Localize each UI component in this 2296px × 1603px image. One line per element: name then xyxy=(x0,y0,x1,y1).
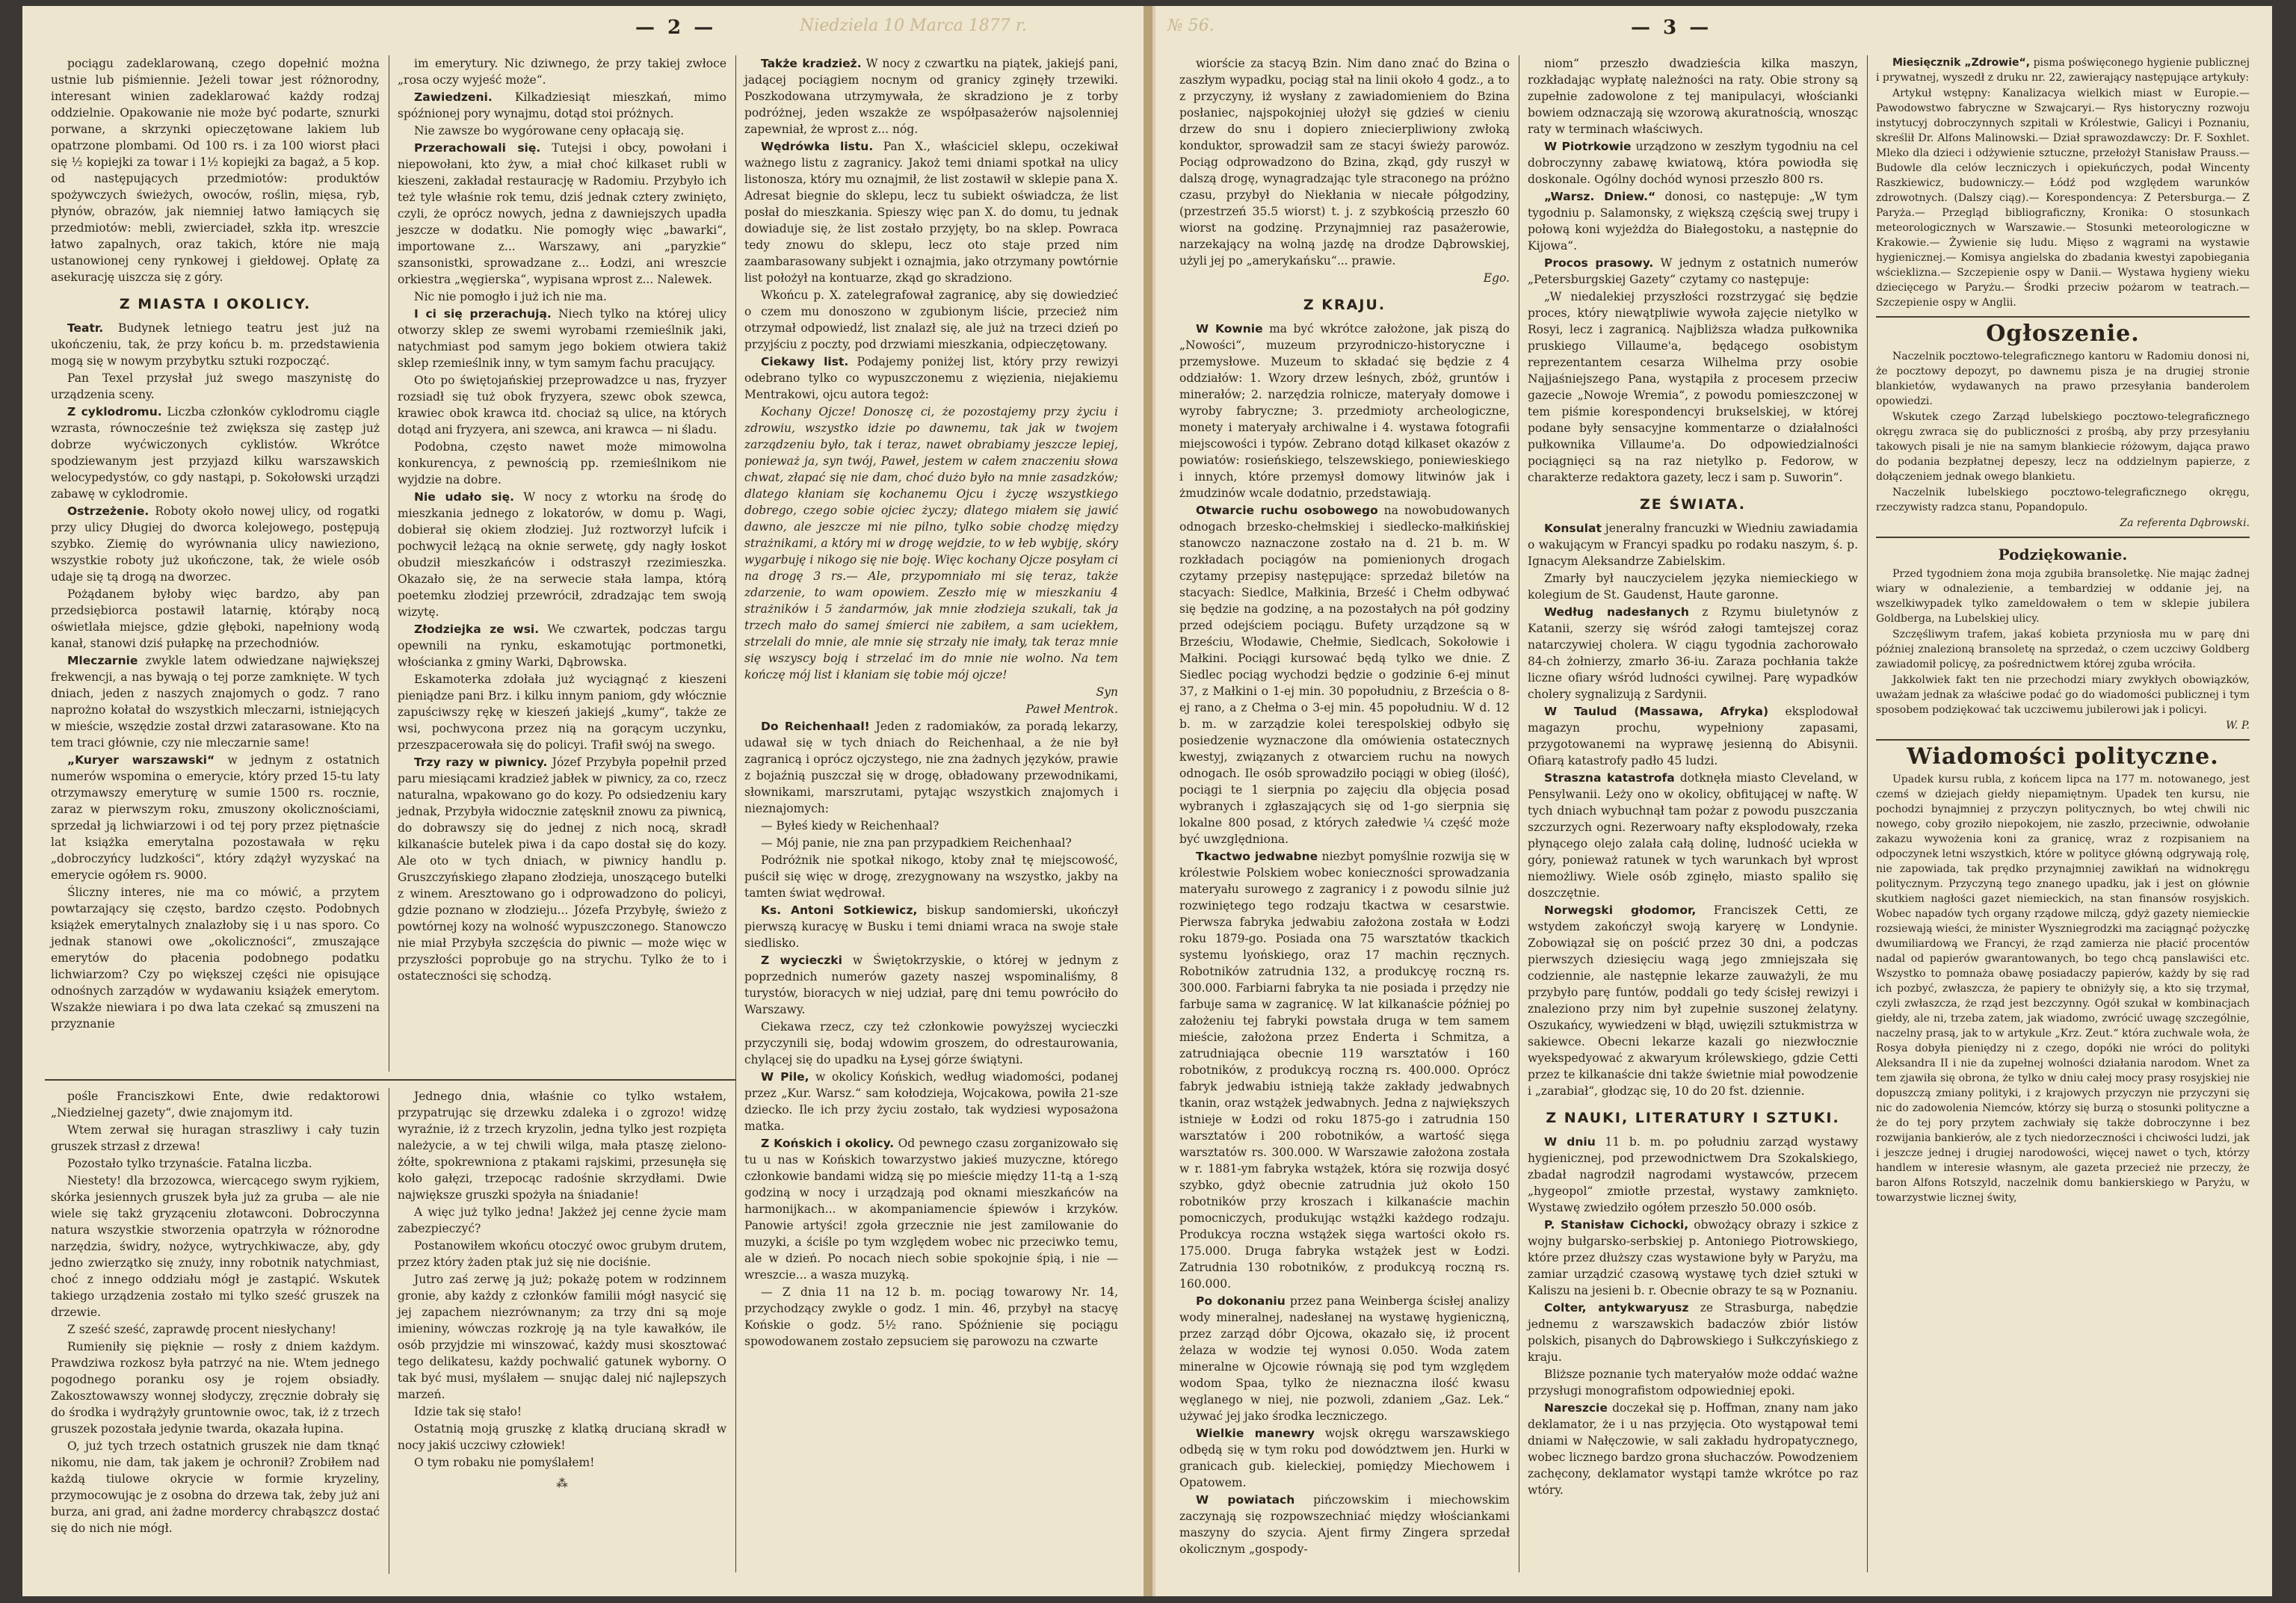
feuilleton-column-2 xyxy=(398,1088,726,1492)
box-rule xyxy=(1876,739,2250,741)
item-body: Budynek letniego teatru jest już na ukończeniu, tak, że przy końcu b. m. przedstawienia mogą się w nowym przybytku sztuki rozpocząć. xyxy=(51,321,380,368)
feuilleton-text: Pozostało tylko trzynaście. Fatalna liczba. xyxy=(67,1157,312,1170)
item-lead: „Warsz. Dniew.“ xyxy=(1544,190,1656,203)
feuilleton-column-1 xyxy=(51,1088,380,1537)
item-body: We czwartek, podczas targu opewnili na rynku, eskamotując portmonetki, włościanka z gminy Warki, Dąbrowska. xyxy=(398,623,726,669)
item-lead: Ciekawy list. xyxy=(761,355,849,368)
item-lead: W Piotrkowie xyxy=(1544,140,1632,153)
letter-signature-name: Paweł Mentrok. xyxy=(1025,702,1118,716)
item-lead: P. Stanisław Cichocki, xyxy=(1544,1218,1689,1232)
column-right-3 xyxy=(1876,55,2250,1206)
paper-fold xyxy=(1152,6,1155,1596)
news-item-text: Wkońcu p. X. zatelegrafował zagranicę, aby się dowiedzieć o czem mu donoszono w zgubionym liście, przecież nim otrzymał odpowiedź, list znalazł się, ale już na trzeci dzień po przyjściu z poczty, pod drzwiami mieszkania, odpieczętowany. xyxy=(744,288,1118,351)
item-lead: Według nadesłanych xyxy=(1544,605,1689,619)
news-item-piotrkow xyxy=(1528,138,1858,188)
item-lead: Z Końskich i okolicy. xyxy=(761,1137,895,1150)
section-heading-science: Z NAUKI, LITERATURY I SZTUKI. xyxy=(1546,1110,1840,1126)
thanks-title: Podziękowanie. xyxy=(1998,546,2128,563)
item-lead: Z cyklodromu. xyxy=(67,405,162,418)
item-body: z Rzymu biuletynów z Katanii, szerzy się wśród załogi tamtejszej coraz natarczywiej cholera. W ciągu tygodnia zachorowało 84-ch żołnierzy, zmarło 36-iu. Zaraza pochłania także liczne ofiary wśród ludności cywilnej. Parę wypadków cholery sygnalizują z Sardynii. xyxy=(1528,605,1858,701)
news-item-zdrowie xyxy=(1876,55,2250,85)
news-item-text: Oto po świętojańskiej przeprowadzce u nas, fryzyer rozsiadł się tuż obok fryzyera, szewc obok szewca, krawiec obok krawca itd. chociaż są ulice, na których dotąd ani fryzyera, ani szewca, ani krawca — ni śladu. xyxy=(398,374,726,436)
item-lead: Trzy razy w piwnicy. xyxy=(414,756,548,769)
feuilleton-text: Niestety! dla brzozowca, wiercącego swym ryjkiem, skórka jesiennych gruszek była już za gruba — ale nie wiele się takż gryząceniu złotawconi. Dobroczynna natura wszystkie stworzenia opatrzyła w różnorodne narzędzia, świdry, nożyce, wytrychkiwacze, aby, gdy jedno zwierzątko się znuży, inny robotnik natychmiast, choć z innego oddziału mógł je zastąpić. Wskutek takiego urządzenia zostało mi tylko sześć gruszek na drzewie. xyxy=(51,1174,380,1319)
news-item-sewing xyxy=(1179,1492,1510,1557)
item-lead: Konsulat xyxy=(1544,522,1602,535)
column-left-1 xyxy=(51,55,380,1033)
feuilleton-text: Idzie tak się stało! xyxy=(414,1405,522,1418)
item-body: ma być wkrótce założone, jak piszą do „Nowości“, muzeum przyrodniczo-historyczne i przemysłowe. Muzeum to składać się będzie z 4 oddziałów: 1. Wzory drzew leśnych, zbóż, gruntów i minerałów; 2. narzędzia rolnicze, materyały domowe i wyroby fabryczne; 3. przedmioty archeologiczne, monety i materyały archiwalne i 4. wystawa fotografii miejscowości i typów. Zebrano dotąd kilkaset okazów z powiatów: rosieńskiego, telszewskiego, poniewieskiego i innych, które przemysł domowy litwinów jak i żmudzinów wcale dodatnio, przedstawiają. xyxy=(1179,322,1510,500)
item-lead: Otwarcie ruchu osobowego xyxy=(1196,504,1378,517)
politics-text: Upadek kursu rubla, z końcem lipca na 177 m. notowanego, jest czemś w dziejach giełdy niepamiętnym. Upadek ten kursu, nie pochodzi bynajmniej z przyczyn politycznych, bo wtej chwili nic nowego, coby groziło niepokojem, nie zaszło, przeciwnie, odwołanie zakazu wywożenia koni za granicę, wraz z rozpisaniem na odpoczynek letni wszystkich, które w polityce główną odgrywają rolę, nie zapowiada, tak prędko przynajmniej zawikłań na widnokręgu politycznym. Przyczyną tego znanego upadku, jak i jest on głównie skutkiem nagłości gazet niemieckich, na stan finansów rosyjskich. Wobec napadów tych organy rządowe milczą, gdyż gazety niemieckie rozsiewają wieści, że minister Wyszniegrodzki ma zaciągnąć pożyczkę dwumiliardową we Francyi, że rząd zamierza nie płacić procentów nadal od papierów gwarantowanych, bo tego chcą panslawiści etc. Wszystko to pomnaża obawę posiadaczy papierów, każdy by się rad ich pozbyć, zwłaszcza, że papiery te obniżyły się, a kto się trzymał, czyli zwłaszcza, że rząd jest bezczynny. Ogół szukał w kombinacjach giełdy, ale ni, trzeba zatem, jak wiadomo, zwrócić uwagę szczególnie, naczelny prasą, jak to w artykule „Krz. Zeut.“ która zuchwale woła, że Rosya dobyła pieniędzy ni z czego, dopóki nie wróci do polityki Aleksandra II i nie da zupełnej wolności działania narodom. Wnet za tem zjawiła się obrona, że tylko w dniu całej mocy prasy rosyjskiej nie dopuszczą zmiany polityki, i z krajowych przyczyn nie przyczyni się nic do zadowolenia Niemców, którzy się burzą o stosunki polityczne a że do tej pory przytem zachwiały się także dobroczynne i bez rozwijania bankierów, ale z tych niedorzeczności i chciwości ludzi, jak i jeszcze jednej i drugiej narodowości, więcej nawet o tych, którzy handlem w interesie własnym, ale gazeta przecież nie przeczy, że baron Alfons Rotszyld, naczelnik domu bankierskiego w Paryżu, w towarzystwie licznej świty, xyxy=(1876,773,2250,1204)
news-item-piwnica xyxy=(398,754,726,984)
item-body: obwożący obrazy i szkice z wojny bułgarsko-serbskiej p. Antoniego Piotrowskiego, które przez dłuższy czas wystawione były w Paryżu, ma zamiar urządzić czasową wystawę tych dzieł sztuki w Kaliszu na jesieni b. r. Obecnie obrazy te są w Poznaniu. xyxy=(1528,1218,1859,1297)
column-rule xyxy=(1867,55,1868,1572)
thanks-signature: W. P. xyxy=(2226,720,2250,732)
item-lead: Mleczarnie xyxy=(67,654,138,667)
feuilleton-text: Jutro zaś zerwę ją już; pokażę potem w rodzinnem gronie, aby każdy z członków familii mógł nasycić się jej zapachem niezrównanym; za trzy dni są moje imieniny, wówczas rozkroję ją na tyle kawałków, ile osób przyjdzie mi winszować, każdy musi skosztować tego delikatesu, każdy pochwalić gatunek wyborny. O tak być musi, myślałem — snując dalej nić najlepszych marzeń. xyxy=(398,1273,726,1401)
news-item-text: Bliższe poznanie tych materyałów może oddać ważne przysługi monografistom odpowiedniej epoki. xyxy=(1528,1368,1858,1397)
item-lead: W Kownie xyxy=(1196,322,1263,336)
news-item-nie-udalo xyxy=(398,489,726,620)
news-item-konskie xyxy=(744,1135,1118,1283)
news-item-zawiedzeni xyxy=(398,89,726,122)
item-body: W nocy z wtorku na środę do mieszkania jednego z lokatorów, w domu p. Wagi, dobierał się okiem złodziej. Już roztworzył lufcik i pochwycił leżącą na oknie serwetę, gdy nagły łoskot obudził mieszkańców i odstraszył rzezimieszka. Okazało się, że na serwecie stała lampa, którą poetemku złodziej przewrócił, zdradzając tem swoją wizytę. xyxy=(398,490,726,619)
news-item-przerachuja xyxy=(398,306,726,371)
item-lead: W Taulud (Massawa, Afryka) xyxy=(1544,705,1769,718)
item-lead: Wielkie manewry xyxy=(1196,1427,1315,1440)
item-body: Roboty około nowej ulicy, od rogatki przy ulicy Długiej do dworca kolejowego, postępują szybko. Ziemię do wyrównania ulicy nawieziono, wszystkie roboty już ukończone, tak, że wiele osób udaje się tą drogą na dworzec. xyxy=(51,504,380,584)
dialogue-line: — Byłeś kiedy w Reichenhaal? xyxy=(761,819,939,833)
news-item-konsulat xyxy=(1528,520,1858,569)
news-item-text: Podobna, często nawet może mimowolna konkurencya, z pewnością pp. rzemieślnikom nie wyjdzie na dobre. xyxy=(398,440,726,487)
item-body: Kilkadziesiąt mieszkań, mimo spóźnionej pory wynajmu, dotąd stoi próżnych. xyxy=(398,90,726,120)
feuilleton-text: Rumieniły się pięknie — rosły z dniem każdym. Prawdziwa rozkosz była patrzyć na nie. Wtem jednego pogodnego poranku osy je rojem obsiadły. Zakosztowawszy wonnej słodyczy, zręcznie dobrały się do środka i wydrążyły gruntownie owoc, tak, iż z trzech gruszek pozostała jedynie twarda, okazała łupina. xyxy=(51,1340,380,1436)
news-item-pila xyxy=(744,1069,1118,1134)
item-lead: Przerachowali się. xyxy=(414,141,541,155)
announcement-text: Naczelnik pocztowo-telegraficznego kantoru w Radomiu donosi ni, że pocztowy depozyt, po dawnemu pisza je na drugiej stronie blankietów, wydawanych na prawo przesyłania banderolem opowiedzi. xyxy=(1876,350,2250,407)
item-lead: Złodziejka ze wsi. xyxy=(414,623,540,636)
news-item-zlodziejka xyxy=(398,621,726,670)
item-body: Józef Przybyła popełnił przed paru miesiącami kradzież jabłek w piwnicy, za co, rzecz naturalna, wpakowano go do kozy. Po odsiedzeniu kary jednak, Przybyła widocznie zatęsknił znowu za piwnicą, do dobrawszy się do jednej z nich nocą, skradł kilkanaście butelek piwa i da capo dostał się do kozy. Ale oto w tych dniach, w piwnicy handlu p. Gruszczyńskiego złapano złodzieja, unoszącego butelki z winem. Aresztowano go i odprowadzono do policyi, gdzie poznano w złodzieju... Józefa Przybyłę, świeżo z powtórnej kozy na wolność wypuszczonego. Stanowczo nie miał Przybyła szczęścia do piwnic — może więc w przyszłości poprobuje go na strychu. Tylko że to i ostateczności się schodzą. xyxy=(398,756,726,983)
news-item-wycieczka xyxy=(744,952,1118,1018)
item-lead: W Pile, xyxy=(761,1070,809,1084)
news-item-przerachowali xyxy=(398,140,726,288)
feuilleton-text: A więc już tylko jedna! Jakżeż jej cenne życie mam zabezpieczyć? xyxy=(398,1205,726,1235)
section-heading-city: Z MIASTA I OKOLICY. xyxy=(119,296,312,312)
item-body: pisma poświęconego hygienie publicznej i prywatnej, wyszedł z druku nr. 22, zawierający następujące artykuły: xyxy=(1876,57,2250,84)
news-item-railway xyxy=(1179,502,1510,847)
item-body: Tutejsi i obcy, powołani i niepowołani, kto żyw, a miał choć kilkaset rubli w kieszeni, zakładał restaurację w Radomiu. Przybyło ich też tyle właśnie rok temu, dziś jednak cztery zwinięto, czyli, że oprócz nowych, jedna z dawniejszych upadła jeszcze w dodatku. Nie pomogły więc „bawarki“, importowane z... Warszawy, ani „paryzkie“ szansonistki, sprowadzane z... Łodzi, ani wreszcie orkiestra „węgierska“, wypisana wprost z... Nalewek. xyxy=(398,141,726,286)
item-lead: Zawiedzeni. xyxy=(414,90,493,104)
news-item-dniew xyxy=(1528,188,1858,254)
item-body: dotknęła miasto Cleveland, w Pensylwanii. Leży ono w okolicy, obfitującej w naftę. W tych dniach wybuchnął tam pożar z powodu puszczania szczurzych ogni. Rezerwoary nafty eksplodowały, rzeka płynącego olejo zalała całą dolinę, ludność uciekła w góry, ponieważ ratunek w tych warunkach był wprost niemożliwy. Wiele osób zginęło, miasto spaliło się doszczętnie. xyxy=(1528,771,1858,900)
announcement-title: Ogłoszenie. xyxy=(1986,321,2140,347)
item-body: urządzono w zeszłym tygodniu na cel dobroczynny zabawę kwiatową, która powiodła się doskonale. Ogólny dochód wynosi przeszło 800 rs. xyxy=(1528,140,1858,186)
item-body: w jednym z ostatnich numerów wspomina o emerycie, który przed 15-tu laty otrzymawszy emeryturę w sumie 1500 rs. rocznie, zaraz w pierwszym roku, zmuszony okolicznościami, sprzedał ją lichwiarzowi i od tej pory przez piętnaście lat książka emerytalna pozostawała w ręku „dobroczyńcy ludzkości“, który zdążył wyzyskać na emerycie ogółem rs. 9000. xyxy=(51,753,380,882)
item-body: biskup sandomierski, ukończył pierwszą kuracyę w Busku i temi dniami wraca na swoje stałe siedlisko. xyxy=(744,904,1118,950)
thanks-text: Przed tygodniem żona moja zgubiła bransoletkę. Nie mając żadnej wiary w odnalezienie, a tembardziej w oddanie jej, na wszelkiwypadek tylko zameldowałem o tem w sklepie jubilera Goldberga, na Lubelskiej ulicy. xyxy=(1876,568,2250,625)
item-body: eksplodował magazyn prochu, wypełniony zapasami, przygotowanemi na wyprawę jesienną do Abisynii. Ofiarą katastrofy padło 45 ludzi. xyxy=(1528,705,1858,767)
item-body: Od pewnego czasu zorganizowało się tu u nas w Końskich towarzystwo jakieś muzyczne, którego członkowie bandami widzą się po mieście między 11-tą a 1-szą godziną w nocy i urządzają pod oknami mieszkańców na harmonijkach... w akompaniamencie śpiewów i krzyków. Panowie artyści! zgoła grzecznie nie jest zamilowanie do muzyki, a ściśle po tym względem wobec nic przeciwko temu, ale w dzień. Po nocach niech sobie spokojnie śpią, i nie — wreszcie... a wasza muzyką. xyxy=(744,1137,1118,1282)
item-lead: Teatr. xyxy=(67,321,104,335)
item-lead: Ks. Antoni Sotkiewicz, xyxy=(761,904,918,917)
item-body: wojsk okręgu warszawskiego odbędą się w tym roku pod dowództwem jen. Hurki w granicach gub. kieleckiej, pomiędzy Miechowem i Opatowem. xyxy=(1179,1427,1510,1489)
letter-signature-label: Syn xyxy=(1096,685,1118,699)
news-item-cleveland xyxy=(1528,770,1858,901)
news-item-silk xyxy=(1179,848,1510,1292)
item-body: donosi, co następuje: „W tym tygodniu p. Salamonsky, z większą częścią swej trupy i połową koni wyjeżdża do Białegostoku, a następnie do Kijowa“. xyxy=(1528,190,1858,253)
newspaper-spread xyxy=(22,6,2272,1596)
news-item-proces xyxy=(1528,255,1858,288)
journal-contents: Artykuł wstępny: Kanalizacya wielkich miast w Europie.—Pawodowstwo fabryczne w Szwajcaryi.— Rys historyczny rozwoju instytucyj dobroczynnych szpitali w Królestwie, Galicyi i Poznaniu, skreślił Dr. Alfons Malinowski.— Dział sprawozdawczy: Dr. F. Soxhlet. Mleko dla dzieci i odżywienie sztuczne, przełożył Stanisław Prauss.— Budowle dla celów leczniczych i opiekuńczych, podał Wincenty Raszkiewicz, budowniczy.— Łódź pod względem warunków zdrowotnych. (Dalszy ciąg).— Korespondencya: Z Petersburga.— Z Paryża.— Przegląd bibliograficzny, Kronika: O stosunkach meteorologicznych w Warszawie.— Stosunki meteorologiczne w Krakowie.— Żywienie się ludu. Mięso z wągrami na wystawie hygienicznej.— Komisya angielska do zbadania kwestyi zapobiegania wścieklizna.— Szczepienie ospy w Danii.— Wystawa hygieny wieku dziecięcego w Paryżu.— Środki przeciw pożarom w teatrach.— Szczepienie ospy w Anglii. xyxy=(1876,87,2250,309)
item-lead: Do Reichenhaal! xyxy=(761,720,870,733)
thanks-text: Jakkolwiek fakt ten nie przechodzi miary zwykłych obowiązków, uważam jednak za właściwe podać go do wiadomości publicznej i tym sposobem podziękować tak uczciwemu jubilerowi jak i policyi. xyxy=(1876,674,2250,716)
item-body: na nowobudowanych odnogach brzesko-chełmskiej i siedlecko-małkińskiej stanowczo naznaczone zostało na d. 21 b. m. W rozkładach pociągów na pomienionych drogach czytamy przepisy następujące: sprzedaż biletów na stacyach: Siedlce, Małkinia, Brześć i Chełm odbywać się będzie na godzinę, a na pozostałych na pół godziny przed odejściem pociągu. Bufety urządzone są w Brześciu, Włodawie, Chełmie, Siedlcach, Sokołowie i Małkini. Pociągi kursować będą tylko we dnie. Z Siedlec pociąg wychodzi będzie o godzinie 6-ej minut 37, z Małkini o 1-ej min. 30 popołudniu, z Brześcia o 8-ej rano, a z Chełma o 3-ej min. 45 popołudniu. W d. 12 b. m. w zarządzie kolei terespolskiej odbyło się posiedzenie wyznaczone dla omówienia ostatecznych kwestyj, związanych z otwarciem ruchu na nowych odnogach. Ile osób sprowadziło pociągi w obieg (ilość), pociągi te 1 sierpnia po zajęciu dla objęcia posad wybranych i zgłaszających się od 1-go sierpnia się lokalne 800 posad, z których załedwie ¼ część może być uwzględniona. xyxy=(1179,504,1510,846)
item-body: ze Strasburga, nabędzie jednemu z warszawskich badaczów zbiór listów polskich, pisanych do Dąbrowskiego i Sułkczyńskiego z kraju. xyxy=(1528,1301,1858,1364)
thanks-text: Szczęśliwym trafem, jakaś kobieta przyniosła mu w parę dni później znalezioną bransoletę na sprzedaż, o czem uczciwy Goldberg zawiadomił policyę, za pośrednictwem której zguba wróciła. xyxy=(1876,628,2250,670)
news-item-list xyxy=(744,138,1118,286)
news-item-ostrzezenie xyxy=(51,503,380,585)
item-lead: Nie udało się. xyxy=(414,490,515,504)
feuilleton-text: O, już tych trzech ostatnich gruszek nie dam tknąć nikomu, nie dam, tak jakem je ochronił? Zrobiłem nad każdą tiulowe okrycie w formie kryzeliny, przymocowując je z osobna do drzewa tak, żeby już ani burza, ani grad, ani żadne mordercy chrabąszcz dostać się do nich nie mógł. xyxy=(51,1439,380,1535)
announcement-signature: Za referenta Dąbrowski. xyxy=(2120,517,2250,529)
news-item-text: — Z dnia 11 na 12 b. m. pociąg towarowy Nr. 14, przychodzący zwykle o godz. 1 min. 46, przybył na stacyę Końskie o godz. 5½ rano. Spóźnienie się pociągu spowodowanem zostało zepsuciem się parowozu na czwarte xyxy=(744,1285,1118,1348)
item-body: W nocy z czwartku na piątek, jakiejś pani, jadącej pociągiem nocnym od granicy zginęły trzewiki. Poszkodowana utrzymywała, że skradziono je z torby podróżnej, jeden wszakże ze współpasażerów najsolenniej zapewniał, że wprost z... nóg. xyxy=(744,57,1118,136)
item-body: Franciszek Cetti, ze wstydem zakończył swoją karyerę w Londynie. Zobowiązał się on pościć przez 30 dni, a podczas pierwszych dziesięciu wagą jego zmniejszała się codziennie, ale następnie lekarze zauważyli, że mu przybyło parę funtów, poddali go tedy ścisłej rewizyi i znaleziono przy nim był zupełnie suszonej żelatyny. Oszukańcy, wywiedzeni w błąd, uwięzili sztukmistrza w sakiewce. Obecni lekarze kazali go niezwłocznie wyekspedyować z akwaryum królewskiego, gdzie Cetti przez te kilkanaście dni także świetnie miał powodzenie i „zarabiał“, głodząc się, 10 do 20 fst. dziennie. xyxy=(1528,904,1858,1098)
column-right-2 xyxy=(1528,55,1858,1499)
item-body: jeneralny francuzki w Wiedniu zawiadamia o wakującym w Francyi spadku po rodaku naszym, ś. p. Ignacym Aleksandrze Zabielskim. xyxy=(1528,522,1858,568)
news-item-text: im emerytury. Nic dziwnego, że przy takiej zwłoce „rosa oczy wyjeść może“. xyxy=(398,57,726,87)
item-lead: Nareszcie xyxy=(1544,1401,1608,1415)
item-lead: Tkactwo jedwabne xyxy=(1196,850,1318,863)
politics-title: Wiadomości polityczne. xyxy=(1907,744,2219,770)
end-ornament-icon: ⁂ xyxy=(556,1477,568,1490)
column-left-3 xyxy=(744,55,1118,1350)
feuilleton-text: Jednego dnia, właśnie co tylko wstałem, przypatrując się drzewku zdaleka i o zgrozo! widzę wyraźnie, iż z trzech kryzolin, jedna tylko jest rozpięta należycie, a w tej chwili wilga, mała ptaszę zielono-żółte, spokrewniona z ptakami rajskimi, przesunęła się koło gałęzi, trzepocąc radośnie skrzydłami. Dwie największe gruszki spożyła na śniadanie! xyxy=(398,1090,726,1202)
column-rule xyxy=(735,55,736,1572)
news-item-ciekawy-list xyxy=(744,353,1118,403)
announcement-text: Wskutek czego Zarząd lubelskiego pocztowo-telegraficznego okręgu zwraca się do publiczności z prośbą, aby przy przesyłaniu takowych pisali je nie na samym blankiecie różowym, dająca prawo do podania bezpłatnej depeszy, lecz na oddzielnym papierze, z dołączeniem jednak owego blankietu. xyxy=(1876,411,2250,483)
article-continuation: pociągu zadeklarowaną, czego dopełnić można ustnie lub piśmiennie. Jeżeli towar jest różnorodny, interesant winien zadeklarować każdy rodzaj oddzielnie. Opakowanie nie może być podarte, sznurki porwane, a skrzynki opieczętowane lakiem lub opatrzone plombami. Od 100 rs. i za 100 wiorst płaci się ½ kopiejki za towar i 1½ kopiejki za bagaż, a 5 kop. od następujących przedmiotów: produktów spożywczych świeżych, owoców, roślin, mięsa, ryb, płynów, obrazów, jak niemniej łatwo łamiących się przedmiotów: mebli, zwierciadeł, szkła itp. wreszcie łatwo zapalnych, oraz takich, które nie mają ustanowionej ceny rynkowej i giełdowej. Opłatę za asekurację uiszcza się z góry. xyxy=(51,57,380,284)
news-item-cichocki xyxy=(1528,1217,1858,1299)
column-right-1 xyxy=(1179,55,1510,1558)
news-item-text: Zmarły był nauczycielem języka niemieckiego w kolegium de St. Gaudenst, Haute garonne. xyxy=(1528,572,1858,602)
show-through-text-left: Niedziela 10 Marca 1877 r. xyxy=(800,16,1027,35)
item-body: Liczba członków cyklodromu ciągle wzrasta, równocześnie też zwiększa się zastęp już dobrze wyćwiczonych cyklistów. Wkrótce spodziewanym jest przyjazd kilku warszawskich welocypedystów, co gdy nastąpi, p. Sokołowski urządzi zabawę w cyklodromie. xyxy=(51,405,380,501)
box-rule xyxy=(1876,537,2250,538)
item-body: doczekał się p. Hoffman, znany nam jako deklamator, że i u nas przyjęcia. Oto wystąpował temi dniami w Nałęczowie, w sali zakładu hydropatycznego, wobec licznego bardzo grona słuchaczów. Powodzeniem zachęcony, deklamator wystąpi tamże wkrótce po raz wtóry. xyxy=(1528,1401,1858,1497)
news-item-reichenhaal xyxy=(744,718,1118,817)
announcement-text: Naczelnik lubelskiego pocztowo-telegraficznego okręgu, rzeczywisty radzca stanu, Popandopulo. xyxy=(1876,487,2250,513)
feuilleton-text: pośle Franciszkowi Ente, dwie redaktorowi „Niedzielnej gazety“, dwie znajomym itd. xyxy=(51,1090,380,1119)
section-heading-country: Z KRAJU. xyxy=(1303,297,1386,313)
item-body: Pan X., właściciel sklepu, oczekiwał ważnego listu z zagranicy. Jakoż temi dniami spotkał na ulicy listonosza, który mu oznajmił, że list zostawił w sklepie pana X. Adresat biegnie do sklepu, lecz tu subiekt oświadcza, że list posłał do mieszkania. Spieszy więc pan X. do domu, tu jednak dowiaduje się, że list zostało przyjęty, bo na sklep. Powraca tedy znowu do sklepu, lecz oto staje przed nim zaambarasowany subjekt i oznajmia, jako otrzymany powtórnie list położył na kontuarze, zkąd go skradziono. xyxy=(744,140,1118,285)
page-gutter xyxy=(1144,6,1152,1596)
news-item-water xyxy=(1179,1293,1510,1424)
news-item-mleczarnie xyxy=(51,652,380,751)
news-item-taulud xyxy=(1528,703,1858,769)
page-number-right: — 3 — xyxy=(1631,16,1712,39)
feuilleton-rule xyxy=(45,1079,735,1081)
item-lead: Po dokonaniu xyxy=(1196,1294,1286,1308)
item-lead: „Kuryer warszawski“ xyxy=(67,753,215,767)
item-lead: Colter, antykwaryusz xyxy=(1544,1301,1689,1315)
item-body: Niech tylko na której ulicy otworzy sklep ze swemi wyrobami rzemieślnik jaki, natychmiast pod samym jego bokiem otwiera takiż sklep rzemieślnik inny, w tym samym fachu pracujący. xyxy=(398,307,726,370)
news-item-cyklodrom xyxy=(51,404,380,502)
item-body: w Świętokrzyskie, o której w jednym z poprzednich numerów gazety naszej wspominaliśmy, 8 turystów, bioracych w niej udział, parę dni temu powróciło do Warszawy. xyxy=(744,954,1119,1016)
item-lead: Wędrówka listu. xyxy=(761,140,874,153)
feuilleton-text: Wtem zerwał się huragan straszliwy i cały tuzin gruszek strzasł z drzewa! xyxy=(51,1123,380,1153)
item-lead: W powiatach xyxy=(1196,1493,1295,1507)
left-page xyxy=(22,6,1144,1596)
news-item-text: Nic nie pomogło i już ich nie ma. xyxy=(414,290,607,303)
item-lead: Z wycieczki xyxy=(761,954,842,967)
item-lead: Ostrzeżenie. xyxy=(67,504,149,518)
item-body: Podajemy poniżej list, który przy rewizyi odebrano tylko co wypuszczonemu z więzienia, niejakiemu Mentrakowi, ojcu autora tegoż: xyxy=(744,355,1119,401)
news-item-cholera xyxy=(1528,604,1858,702)
dialogue-line: — Mój panie, nie zna pan przypadkiem Reichenhaal? xyxy=(761,836,1072,850)
news-item-text: Pan Texel przysłał już swego maszynistę do urządzenia sceny. xyxy=(51,371,380,401)
news-item-text: Nie zawsze bo wygórowane ceny opłacają się. xyxy=(414,124,685,138)
news-item-colter xyxy=(1528,1300,1858,1365)
feuilleton-text: O tym robaku nie pomyślałem! xyxy=(414,1456,595,1469)
right-page xyxy=(1152,6,2272,1596)
news-item-text: niom“ przeszło dwadzieścia kilka maszyn, rozkładając wypłatę należności na raty. Obie strony są zupełnie zadowolone z tej manipulacyi, włościanki bowiem odznaczają się wzorową akuratnością, wnosząc raty w terminach właściwych. xyxy=(1528,57,1858,136)
item-body: zwykle latem odwiedzane największej frekwencji, a nas bywają o tej porze zamknięte. W tych dniach, jeden z naszych znajomych o godz. 7 rano naprożno kołatał do wszystkich mleczarni, istniejących w mieście, wszędzie został drzwi zatarasowane. Kto na tem traci głównie, czy nie mleczarnie same! xyxy=(51,654,380,750)
item-lead: Norwegski głodomor, xyxy=(1544,904,1697,917)
item-lead: Procos prasowy. xyxy=(1544,256,1654,270)
feuilleton-text: Postanowiłem wkońcu otoczyć owoc grubym drutem, przez który żaden ptak już się nie dociśnie. xyxy=(398,1239,726,1269)
feuilleton-text: Z sześć sześć, zaprawdę procent niesłychany! xyxy=(67,1323,336,1336)
item-lead: Straszna katastrofa xyxy=(1544,771,1675,785)
page-number-left: — 2 — xyxy=(635,16,717,39)
news-item-text: Eskamoterka zdołała już wyciągnąć z kieszeni pieniądze pani Brz. i kilku innym paniom, gdy włócznie zapuściwszy rękę w kieszeń jakiejś „kumy“, także ze wsi, pochwycona przez nią na gorącym uczynku, przeszpacerowała się do policyi. Trafił swój na swego. xyxy=(398,673,726,752)
news-item-text: Ciekawa rzecz, czy też członkowie powyższej wycieczki przyczynili się, bodaj wdowim groszem, do odrestaurowania, chylącej się do upadku na Łysej górze świątyni. xyxy=(744,1020,1118,1066)
item-body: niezbyt pomyślnie rozwija się w królestwie Polskiem wobec konieczności sprowadzania materyału surowego z zagranicy i z powodu silnie już rozwiniętego tego rodzaju tkactwa w cesarstwie. Pierwsza fabryka jedwabiu założona została w Łodzi roku 1879-go. Posiada ona 75 warsztatów tkackich systemu lyońskiego, oraz 17 machin ręcznych. Robotników zatrudnia 132, a produkcyę roczną rs. 300.000. Farbiarni fabryka ta nie posiada i przędzy nie farbuje sama w zagranicę. W lat kilkanaście później po założeniu tej fabryki powstała druga w tem samem mieście, założona przez Enderta i Schmitza, a zatrudniająca obecnie 119 warsztatów i 160 robotników, z produkcyą roczną rs. 400.000. Oprócz fabryk jedwabiu istnieją także zakłady jedwabnych tkanin, oraz wstążek jedwabnych. Jedna z największych istnieje w Łodzi od roku 1875-go i zatrudnia 150 warsztatów i 200 robotników, a wartość sięga warsztatów rs. 300.000. W Warszawie założona została w r. 1881-ym fabryka wstążek, która się rozwija dosyć szybko, gdyż obecnie zatrudnia już około 150 robotników przy kroszach i kilkanaście machin pomocniczych, produkując wstążki każdego rodzaju. Produkcya roczna wstążek sięga wartości około rs. 175.000. Druga fabryka wstążek jest w Łodzi. Zatrudnia 130 robotników, z produkcyą roczną rs. 160.000. xyxy=(1179,850,1510,1291)
item-lead: Także kradzież. xyxy=(761,57,862,70)
news-item-text: Pożądanem byłoby więc bardzo, aby pan przedsiębiorca postawił latarnię, którąby nocą oświetlała miejsce, gdzie głęboki, napełniony wodą kanał, stanowi dziś pułapkę na przechodniów. xyxy=(51,587,380,650)
article-continuation: wiorście za stacyą Bzin. Nim dano znać do Bzina o zaszłym wypadku, pociąg stał na linii około 4 godz., a to z przyczyny, iż wysłany z zawiadomieniem do Bzina posłaniec, najspokojniej ułożył się gdzieś w cieniu drzew do snu i dopiero zniecierpliwiony zwłoką konduktor, sprowadził sam ze stacyi świeży parowóz. Pociąg odprowadzono do Bzina, zkąd, gdy ruszył w dalszą drogę, wynagradzając tyle straconego na próżno czasu, przybył do Niekłania w niecałe półgodziny, (przestrzeń 35.5 wiorst) t. j. z szybkością przeszło 60 wiorst na godzinę. Przynajmniej raz pasażerowie, narzekający na wolną jazdę na drodze Dąbrowskiej, użyli jej po „amerykańsku“... prawie. xyxy=(1179,57,1510,268)
news-item-text: Śliczny interes, nie ma co mówić, a przytem powtarzający się często, bardzo często. Podobnych książek emerytalnych znalazłoby się i u nas sporo. Co jednak stanowi owe „okoliczności“, zmuszające emerytów do płacenia podobnego podatku lichwiarzom? Czy po większej części nie opisujące odnośnych zarządów w wydawaniu książek emerytom. Wszakże niewiara i po dwa lata czekać są zmuszeni na przyznanie xyxy=(51,886,380,1031)
article-signature: Ego. xyxy=(1483,271,1510,285)
item-body: pińczowskim i miechowskim zaczynają się rozpowszechniać między włościankami maszyny do szycia. Ajent firmy Zingera sprzedał okolicznym „gospody- xyxy=(1179,1493,1510,1556)
item-body: przez pana Weinberga ścisłej analizy wody mineralnej, nadesłanej na wystawę hygieniczną, przez zarząd dóbr Ojcowa, okazało się, iż procent żelaza w wodzie tej wynosi 0.050. Woda zatem mineralne w Ojcowie równają się pod tym względem wodom Spaa, tylko że nieznaczna ilość kwasu węglanego w niej, nie pozwoli, zdaniem „Gaz. Lek.“ używać jej jako środka leczniczego. xyxy=(1179,1294,1510,1423)
news-item-kradziez xyxy=(744,55,1118,138)
show-through-text-right: № 56. xyxy=(1167,16,1215,35)
item-body: 11 b. m. po południu zarząd wystawy hygienicznej, pod przewodnictwem Dra Szokalskiego, zbadał nagrodził nagrodami wystawców, przecem „hygeopol“ zmiotłe przestał, wystawy zamknięto. Wystawę zwiedziło ogółem przeszło 50.000 osób. xyxy=(1528,1135,1858,1214)
news-item-kuryer xyxy=(51,752,380,883)
item-body: w okolicy Końskich, według wiadomości, podanej przez „Kur. Warsz.“ sam kołodzieja, Wojcakowa, powiła 21-sze dziecko. Ile ich przy życiu zostało, tak wydziesi wyposażona matka. xyxy=(744,1070,1118,1133)
news-item-wystawa xyxy=(1528,1134,1858,1216)
feuilleton-text: Ostatnią moją gruszkę z klatką drucianą skradł w nocy jakiś uczciwy człowiek! xyxy=(398,1422,726,1452)
news-item-biskup xyxy=(744,902,1118,951)
item-lead: I ci się przerachują. xyxy=(414,307,552,321)
news-item-manoeuvres xyxy=(1179,1425,1510,1491)
news-item-text: Podróżnik nie spotkał nikogo, ktoby znał tę miejscowość, puścił się więc w drogę, zrezygnowany na wszystko, jakby na tamten świat wędrował. xyxy=(744,853,1118,900)
news-item-teatr xyxy=(51,320,380,369)
item-body: Jeden z radomiaków, za poradą lekarzy, udawał się w tych dniach do Reichenhaal, a że nie był zagranicą i oprócz ojczystego, nie zna żadnych języków, prawie z bojaźnią puszczał się w drogę, obładowany przewodnikami, słownikami, marszrutami, pytając wszystkich znajomych i nieznajomych: xyxy=(744,720,1119,815)
news-item-kowno xyxy=(1179,321,1510,501)
news-item-hoffman xyxy=(1528,1400,1858,1498)
item-lead: Miesięcznik „Zdrowie“, xyxy=(1892,57,2031,69)
news-item-text: „W niedalekiej przyszłości rozstrzygać się będzie proces, który niewątpliwie wywoła zajęcie nietylko w Rosyi, lecz i zagranicą. Najbliższa władza pułkownika pruskiego Villaume'a, będącego osobistym reprezentantem cesarza Wilhelma przy osobie Najjaśniejszego Pana, wystąpiła z procesem przeciw gazecie „Nowoje Wremia“, z powodu pomieszczonej w tem piśmie korespondencyi brukselskiej, w której podane były sensacyjne kommentarze o działalności pułkownika Villaume'a. Do odpowiedzialności pociągnięci są na raz nietylko p. Fedorow, w charakterze redaktora gazety, lecz i sam p. Suworin“. xyxy=(1528,290,1858,484)
box-rule xyxy=(1876,316,2250,318)
item-lead: W dniu xyxy=(1544,1135,1596,1149)
letter-quote: Kochany Ojcze! Donoszę ci, że pozostajemy przy życiu i zdrowiu, wszystko idzie po dawnemu, tak jak w twojem zarządzeniu było, tak i teraz, nawet obrabiamy jeszcze lepiej, ponieważ ja, syn twój, Paweł, jestem w całem znaczeniu słowa chwat, złapać się nie dam, choć dużo było na mnie zasadzków; dlatego kłaniam się kochanemu Ojcu i życzę wszystkiego dobrego, czego sobie ojciec życzy; dlatego miałem się jawić dawno, ale jeszcze mi nie pilno, tylko sobie chodzę między strażnikami, a który mi w drogę wejdzie, to w łeb wybiję, skóry wygarbuję i nikogo się nie boję. Więc kochany Ojcze posyłam ci na drogę 3 rs.— Ale, przypomniało mi się teraz, także zdarzenie, to wam opowiem. Zeszło mię w mieszkaniu 4 strażników i 5 żandarmów, jak mnie złodzieja szukali, tak ja trzech mało do samej śmierci nie zabiłem, a sam uciekłem, strzelali do mnie, ale mnie się strzały nie imały, tak teraz mnie się wszyscy boją i strzelać im do mnie nie wolno. Na tem kończę mój list i kłaniam się tobie mój ojcze! xyxy=(744,405,1118,682)
item-body: W jednym z ostatnich numerów „Petersburgskiej Gazety“ czytamy co następuje: xyxy=(1528,256,1858,286)
column-left-2 xyxy=(398,55,726,985)
section-heading-world: ZE ŚWIATA. xyxy=(1639,496,1747,513)
news-item-glodomor xyxy=(1528,902,1858,1099)
